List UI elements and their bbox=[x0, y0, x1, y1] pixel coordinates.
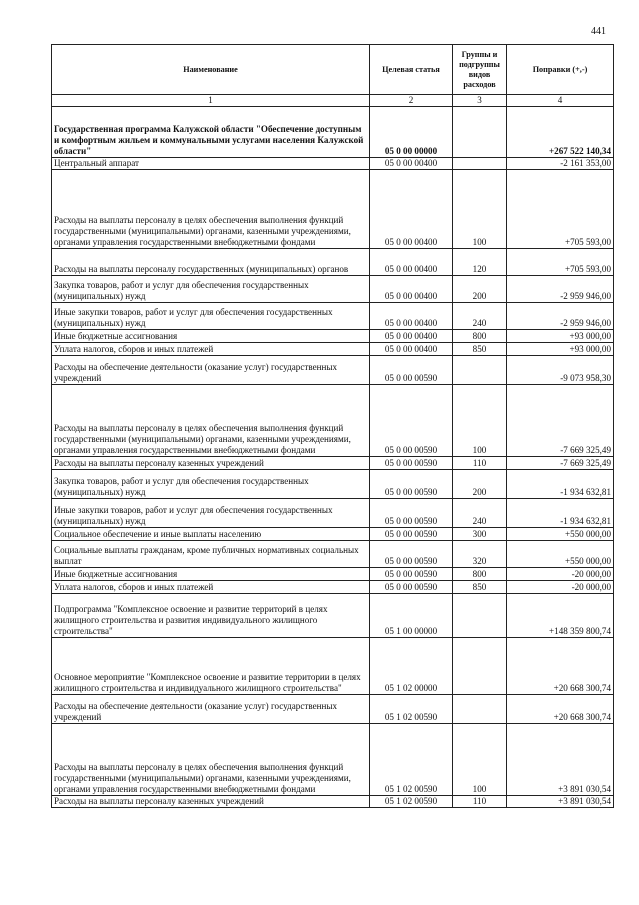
row-target-article: 05 0 00 00400 bbox=[370, 343, 453, 356]
table-row bbox=[52, 457, 614, 470]
column-number: 2 bbox=[370, 95, 453, 107]
row-target-article: 05 1 02 00590 bbox=[370, 695, 453, 724]
row-target-article: 05 1 02 00000 bbox=[370, 638, 453, 695]
row-amount: -1 934 632,81 bbox=[507, 470, 614, 499]
table-row bbox=[52, 541, 614, 568]
row-expense-group: 100 bbox=[453, 170, 507, 249]
row-target-article: 05 0 00 00590 bbox=[370, 541, 453, 568]
row-name: Социальное обеспечение и иные выплаты населению bbox=[52, 528, 370, 541]
row-amount: +3 891 030,54 bbox=[507, 724, 614, 796]
column-number: 4 bbox=[507, 95, 614, 107]
row-target-article: 05 0 00 00590 bbox=[370, 499, 453, 528]
table-row bbox=[52, 568, 614, 581]
row-expense-group: 100 bbox=[453, 724, 507, 796]
row-name: Уплата налогов, сборов и иных платежей bbox=[52, 581, 370, 594]
row-name: Расходы на выплаты персоналу казенных учреждений bbox=[52, 796, 370, 808]
table-row bbox=[52, 581, 614, 594]
header-amendments: Поправки (+,-) bbox=[507, 45, 614, 95]
row-expense-group bbox=[453, 158, 507, 170]
row-expense-group: 200 bbox=[453, 276, 507, 303]
row-target-article: 05 1 02 00590 bbox=[370, 796, 453, 808]
row-expense-group: 240 bbox=[453, 499, 507, 528]
table-row bbox=[52, 330, 614, 343]
table-row bbox=[52, 385, 614, 457]
row-target-article: 05 0 00 00590 bbox=[370, 581, 453, 594]
row-expense-group: 200 bbox=[453, 470, 507, 499]
row-amount: +93 000,00 bbox=[507, 330, 614, 343]
table-row bbox=[52, 343, 614, 356]
table-row bbox=[52, 107, 614, 158]
column-number: 3 bbox=[453, 95, 507, 107]
row-expense-group: 300 bbox=[453, 528, 507, 541]
table-row bbox=[52, 303, 614, 330]
table-row bbox=[52, 638, 614, 695]
row-name: Уплата налогов, сборов и иных платежей bbox=[52, 343, 370, 356]
row-expense-group bbox=[453, 638, 507, 695]
table-row bbox=[52, 499, 614, 528]
table-row bbox=[52, 170, 614, 249]
row-target-article: 05 0 00 00590 bbox=[370, 470, 453, 499]
row-name: Подпрограмма "Комплексное освоение и развитие территорий в целях жилищного строительства и развития индивидуального жилищного строительства" bbox=[52, 594, 370, 638]
row-name: Иные закупки товаров, работ и услуг для обеспечения государственных (муниципальных) нужд bbox=[52, 303, 370, 330]
row-name: Расходы на обеспечение деятельности (оказание услуг) государственных учреждений bbox=[52, 695, 370, 724]
row-expense-group: 110 bbox=[453, 796, 507, 808]
row-amount: -20 000,00 bbox=[507, 581, 614, 594]
row-name: Расходы на выплаты персоналу в целях обеспечения выполнения функций государственными (муниципальными) органами, казенными учреждениями, органами управления государственными внебюджетными фондами bbox=[52, 724, 370, 796]
row-expense-group: 320 bbox=[453, 541, 507, 568]
row-name: Расходы на выплаты персоналу государственных (муниципальных) органов bbox=[52, 249, 370, 276]
row-amount: +93 000,00 bbox=[507, 343, 614, 356]
row-name: Иные закупки товаров, работ и услуг для обеспечения государственных (муниципальных) нужд bbox=[52, 499, 370, 528]
row-expense-group bbox=[453, 107, 507, 158]
row-target-article: 05 0 00 00400 bbox=[370, 158, 453, 170]
table-row bbox=[52, 158, 614, 170]
row-expense-group: 850 bbox=[453, 581, 507, 594]
header-expense-groups: Группы и подгруппы видов расходов bbox=[453, 45, 507, 95]
table-row bbox=[52, 695, 614, 724]
row-name: Иные бюджетные ассигнования bbox=[52, 568, 370, 581]
row-target-article: 05 0 00 00000 bbox=[370, 107, 453, 158]
row-expense-group: 110 bbox=[453, 457, 507, 470]
row-target-article: 05 0 00 00400 bbox=[370, 276, 453, 303]
row-name: Закупка товаров, работ и услуг для обеспечения государственных (муниципальных) нужд bbox=[52, 470, 370, 499]
row-name: Расходы на обеспечение деятельности (оказание услуг) государственных учреждений bbox=[52, 356, 370, 385]
column-number: 1 bbox=[52, 95, 370, 107]
header-row bbox=[52, 45, 614, 95]
row-amount: -20 000,00 bbox=[507, 568, 614, 581]
row-amount: +267 522 140,34 bbox=[507, 107, 614, 158]
row-amount: -7 669 325,49 bbox=[507, 457, 614, 470]
row-expense-group: 120 bbox=[453, 249, 507, 276]
row-amount: -2 959 946,00 bbox=[507, 276, 614, 303]
table-row bbox=[52, 796, 614, 808]
row-amount: -2 161 353,00 bbox=[507, 158, 614, 170]
row-target-article: 05 0 00 00590 bbox=[370, 385, 453, 457]
table-row bbox=[52, 276, 614, 303]
row-amount: +550 000,00 bbox=[507, 541, 614, 568]
row-name: Иные бюджетные ассигнования bbox=[52, 330, 370, 343]
row-name: Социальные выплаты гражданам, кроме публичных нормативных социальных выплат bbox=[52, 541, 370, 568]
row-amount: +705 593,00 bbox=[507, 170, 614, 249]
row-target-article: 05 0 00 00590 bbox=[370, 528, 453, 541]
row-target-article: 05 0 00 00400 bbox=[370, 330, 453, 343]
header-name: Наименование bbox=[52, 45, 370, 95]
table-row bbox=[52, 356, 614, 385]
row-name: Основное мероприятие "Комплексное освоение и развитие территории в целях жилищного строительства и индивидуального жилищного строительства" bbox=[52, 638, 370, 695]
row-amount: +148 359 800,74 bbox=[507, 594, 614, 638]
row-expense-group: 850 bbox=[453, 343, 507, 356]
row-amount: +20 668 300,74 bbox=[507, 638, 614, 695]
header-target-article: Целевая статья bbox=[370, 45, 453, 95]
row-name: Центральный аппарат bbox=[52, 158, 370, 170]
table-row bbox=[52, 249, 614, 276]
table-row bbox=[52, 594, 614, 638]
row-expense-group: 240 bbox=[453, 303, 507, 330]
table-row bbox=[52, 470, 614, 499]
row-amount: -9 073 958,30 bbox=[507, 356, 614, 385]
row-expense-group bbox=[453, 594, 507, 638]
row-amount: +550 000,00 bbox=[507, 528, 614, 541]
row-amount: -1 934 632,81 bbox=[507, 499, 614, 528]
row-name: Расходы на выплаты персоналу в целях обеспечения выполнения функций государственными (муниципальными) органами, казенными учреждениями, органами управления государственными внебюджетными фондами bbox=[52, 170, 370, 249]
row-amount: +3 891 030,54 bbox=[507, 796, 614, 808]
row-amount: -2 959 946,00 bbox=[507, 303, 614, 330]
row-name: Закупка товаров, работ и услуг для обеспечения государственных (муниципальных) нужд bbox=[52, 276, 370, 303]
row-amount: +705 593,00 bbox=[507, 249, 614, 276]
row-expense-group: 800 bbox=[453, 330, 507, 343]
row-amount: +20 668 300,74 bbox=[507, 695, 614, 724]
row-target-article: 05 1 02 00590 bbox=[370, 724, 453, 796]
column-number-row bbox=[52, 95, 614, 107]
row-expense-group bbox=[453, 356, 507, 385]
budget-table bbox=[51, 44, 614, 808]
row-name: Расходы на выплаты персоналу казенных учреждений bbox=[52, 457, 370, 470]
row-target-article: 05 0 00 00400 bbox=[370, 249, 453, 276]
table-row bbox=[52, 724, 614, 796]
row-expense-group: 800 bbox=[453, 568, 507, 581]
row-name: Расходы на выплаты персоналу в целях обеспечения выполнения функций государственными (муниципальными) органами, казенными учреждениями, органами управления государственными внебюджетными фондами bbox=[52, 385, 370, 457]
row-target-article: 05 0 00 00400 bbox=[370, 170, 453, 249]
row-name: Государственная программа Калужской области "Обеспечение доступным и комфортным жильем и коммунальными услугами населения Калужской области" bbox=[52, 107, 370, 158]
row-expense-group bbox=[453, 695, 507, 724]
row-target-article: 05 0 00 00590 bbox=[370, 356, 453, 385]
table-row bbox=[52, 528, 614, 541]
row-target-article: 05 1 00 00000 bbox=[370, 594, 453, 638]
row-target-article: 05 0 00 00400 bbox=[370, 303, 453, 330]
row-target-article: 05 0 00 00590 bbox=[370, 457, 453, 470]
row-expense-group: 100 bbox=[453, 385, 507, 457]
row-target-article: 05 0 00 00590 bbox=[370, 568, 453, 581]
row-amount: -7 669 325,49 bbox=[507, 385, 614, 457]
page-number: 441 bbox=[591, 26, 606, 37]
